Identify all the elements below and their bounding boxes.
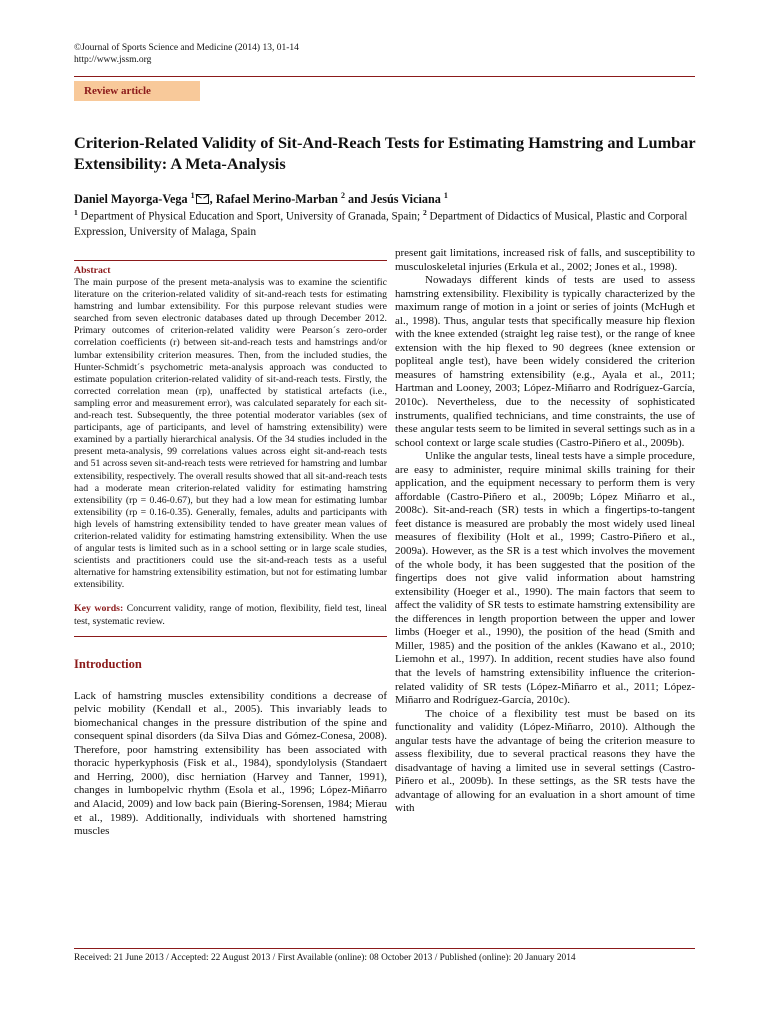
introduction-paragraph-2: Nowadays different kinds of tests are used to assess hamstring extensibility. Flexibility is typically characterized by the maximum range of motion in a joint or series of joints (McHugh et al., 1998). Thus, angular tests that specifically measure hip flexion with the knee extended (straight leg raise test), or the range of knee extension with the hip flexed to 90 degrees (knee extension or popliteal angle test), have been widely considered the criterion measures of hamstring extensibility (e.g., Ayala et al., 2011; Hartman and Looney, 2003; López-Miñarro and Rodríguez-García, 2010c). Nevertheless, due to the necessity of sophisticated instruments, qualified technicians, and time constraints, the use of these angular tests seem to be limited in several settings such as in a school context or large scale studies (Castro-Piñero et al., 2009b). (395, 274, 695, 449)
journal-citation: ©Journal of Sports Science and Medicine (2014) 13, 01-14 (74, 43, 299, 53)
header-divider (74, 76, 695, 77)
introduction-heading: Introduction (74, 656, 142, 671)
affiliation-2-marker: 2 (422, 208, 427, 217)
affiliation-2: Department of Didactics of Musical, Plastic and Corporal Expression, University of Malaga, Spain (74, 210, 688, 238)
journal-header (74, 42, 299, 66)
affiliation-1: Department of Physical Education and Sport, University of Granada, Spain; (77, 210, 423, 223)
keywords (74, 603, 387, 627)
author-2-affiliation: 2 (341, 191, 345, 200)
abstract-divider (74, 260, 387, 261)
keywords-text: Concurrent validity, range of motion, flexibility, field test, lineal test, systematic review. (74, 603, 387, 627)
email-icon[interactable] (196, 194, 209, 204)
author-separator-2: and Jesús Viciana (345, 192, 444, 207)
left-column (74, 260, 387, 839)
article-type-badge: Review article (74, 81, 200, 101)
journal-url-link[interactable]: http://www.jssm.org (74, 55, 152, 65)
author-1[interactable]: Daniel Mayorga-Vega (74, 192, 191, 207)
abstract-heading: Abstract (74, 265, 111, 276)
introduction-paragraph-3: Unlike the angular tests, lineal tests have a simple procedure, are easy to administer, require minimal skills training for their application, and the equipment necessary to perform them is very affordable (Castro-Piñero et al., 2009b; López Miñarro et al., 2008c). Sit-and-reach (SR) tests in which a fingertips-to-tangent feet distance is measured are probably the most widely used lineal measures of flexibility (Holt et al., 1999; Castro-Piñero et al., 2009a). However, as the SR is a test which involves the movement of the whole body, it has been suggested that the position of the fingertips does not give valid information about hamstring extensibility (Hoeger et al., 1990). The main factors that seem to affect the validity of SR tests to estimate hamstring extensibility are the differences in length proportion between the upper and lower limbs (Hoeger et al., 1990), the position of the head (Smith and Miller, 1985) and the position of the ankles (Kawano et al., 2010; Liemohn et al., 1997). In addition, recent studies have also found that the levels of hamstring extensibility influence the criterion-related validity of SR tests (López-Miñarro et al., 2011; López-Miñarro and Rodríguez-García, 2010c). (395, 450, 695, 707)
author-3-affiliation: 1 (443, 191, 448, 200)
author-separator-1: , Rafael Merino-Marban (209, 192, 341, 207)
keywords-divider (74, 636, 387, 637)
keywords-label: Key words: (74, 603, 124, 615)
right-column (395, 247, 695, 816)
article-title: Criterion-Related Validity of Sit-And-Reach Tests for Estimating Hamstring and Lumbar Extensibility: A Meta-Analysis (74, 133, 696, 173)
affiliation-1-marker: 1 (74, 208, 78, 217)
author-1-affiliation: 1 (190, 191, 195, 200)
introduction-paragraph-1: Lack of hamstring muscles extensibility conditions a decrease of pelvic mobility (Kendall et al., 2005). This invariably leads to biomechanical changes in the pressure distribution of the spine and consequent spinal disorders (da Silva Dias and Gómez-Conesa, 2008). Therefore, poor hamstring extensibility has been associated with thoracic hyperkyphosis (Fisk et al., 1984), spondylolysis (Standaert and Herring, 2000), disc herniation (Harvey and Tanner, 1991), changes in lumbopelvic rhythm (Esola et al., 1996; López-Miñarro and Alacid, 2009) and low back pain (Biering-Sorensen, 1984; Mierau et al., 1989). Additionally, individuals with shortened hamstring muscles (74, 689, 387, 838)
introduction-paragraph-4: The choice of a flexibility test must be based on its functionality and validity (López-Miñarro, 2010). Although the angular tests have the advantage of being the criterion measure to assess flexibility, due to several practical reasons they have the disadvantage of having a limited use in several settings (Castro-Piñero et al., 2009b). In these settings, as the SR tests have the advantage of allowing for an evaluation in a short amount of time with (395, 707, 695, 815)
abstract-text: The main purpose of the present meta-analysis was to examine the scientific literature on the criterion-related validity of sit-and-reach tests for estimating hamstring and lumbar extensibility. For this purpose relevant studies were searched from seven electronic databases dated up through December 2012. Primary outcomes of criterion-related validity were Pearson´s zero-order correlation coefficients (r) between sit-and-reach tests and hamstrings and/or lumbar extensibility criterion measures. Then, from the included studies, the Hunter-Schmidt´s psychometric meta-analysis approach was conducted to estimate population criterion-related validity of sit-and-reach tests. Firstly, the corrected correlation mean (rp), unaffected by statistical artefacts (i.e., sampling error and measurement error), was calculated separately for each sit-and-reach test. Subsequently, the three potential moderator variables (sex of participants, age of participants, and level of hamstring extensibility) were examined by a partially hierarchical analysis. Of the 34 studies included in the present meta-analysis, 99 correlations values across eight sit-and-reach tests and 51 across seven sit-and-reach tests were retrieved for hamstring and lumbar extensibility, respectively. The overall results showed that all sit-and-reach tests had a moderate mean criterion-related validity for estimating hamstring extensibility (rp = 0.46-0.67), but they had a low mean for estimating lumbar extensibility (rp = 0.16-0.35). Generally, females, adults and participants with high levels of hamstring extensibility tended to have greater mean values of criterion-related validity for estimating hamstring extensibility. When the use of angular tests is limited such as in a school setting or in large scale studies, scientists and practitioners could use the sit-and-reach tests as a useful alternative for hamstring extensibility estimation, but not for estimating lumbar extensibility. (74, 277, 387, 591)
publication-dates: Received: 21 June 2013 / Accepted: 22 August 2013 / First Available (online): 08 October 2013 / Published (online): 20 January 2014 (74, 953, 576, 963)
affiliations (74, 205, 698, 240)
footer-divider (74, 948, 695, 949)
introduction-paragraph-1-continued: present gait limitations, increased risk of falls, and susceptibility to musculoskeletal injuries (Erkula et al., 2002; Jones et al., 1998). (395, 247, 695, 273)
